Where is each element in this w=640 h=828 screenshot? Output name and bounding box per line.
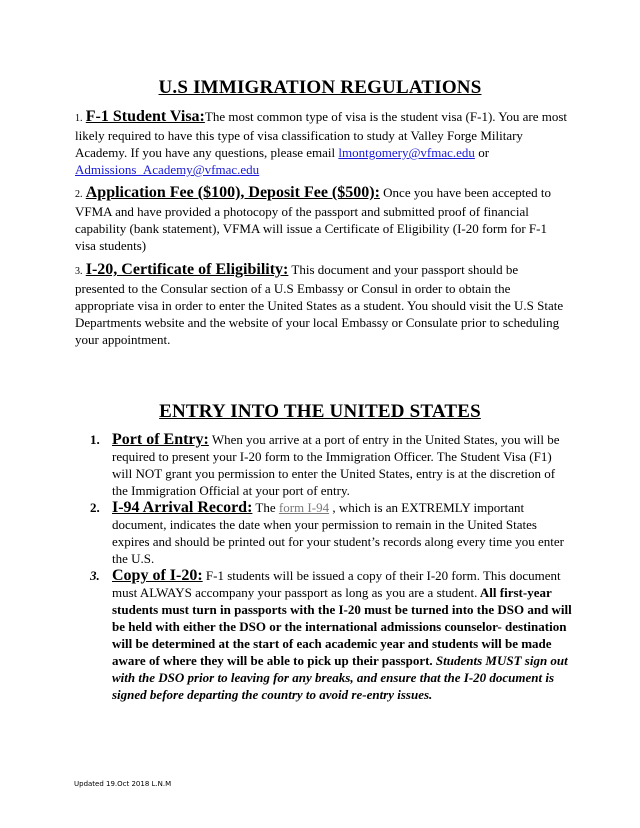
i20-eligibility-paragraph: 3. I-20, Certificate of Eligibility: This document and your passport should be presented to the Consular section of a U.S Embassy or Consul in order to obtain the appropriate visa in order to enter the United States as a student. You should visit the U.S State Departments website and the website of your local Embassy or Consulate prior to scheduling your appointment.: [75, 261, 564, 347]
application-fee-paragraph: 2. Application Fee ($100), Deposit Fee ($500): Once you have been accepted to VFMA and have provided a photocopy of the passport and submitted proof of financial capability (bank statement), VFMA will issue a Certificate of Eligibility (I-20 form for F-1 visa students): [75, 184, 552, 253]
email-link-montgomery[interactable]: lmontgomery@vfmac.edu: [338, 145, 475, 160]
port-of-entry-heading: Port of Entry:: [112, 431, 209, 448]
f1-visa-heading: F-1 Student Visa:: [85, 108, 205, 125]
form-i94-link[interactable]: form I-94: [278, 500, 330, 515]
copy-of-i20-heading: Copy of I-20:: [112, 567, 203, 584]
i20-eligibility-heading: I-20, Certificate of Eligibility:: [85, 261, 289, 278]
entry-list: [90, 431, 572, 703]
list-item: 3. Copy of I-20: F-1 students will be issued a copy of their I-20 form. This document must ALWAYS accompany your passport as long as you are a student. All first-year students must turn in passports with the I-20 must be turned into the DSO and will be held with either the DSO or the international admissions counselor- destination will be determined at the start of each academic year and students will be made aware of where they will be able to pick up their passport. Students MUST sign out with the DSO prior to leaving for any breaks, and ensure that the I-20 document is signed before departing the country to avoid re-entry issues.: [90, 567, 572, 702]
i94-heading: I-94 Arrival Record:: [112, 499, 253, 516]
application-fee-heading: Application Fee ($100), Deposit Fee ($500):: [85, 184, 380, 201]
immigration-regulations-title: U.S IMMIGRATION REGULATIONS: [158, 77, 482, 98]
f1-visa-paragraph: 1. F-1 Student Visa:The most common type of visa is the student visa (F-1). You are most likely required to have this type of visa classification to study at Valley Forge Military Academy. If you have any questions, please email lmontgomery@vfmac.edu or Admissions_Academy@vfmac.edu: [75, 108, 568, 177]
entry-into-us-title: ENTRY INTO THE UNITED STATES: [159, 401, 481, 422]
list-item: 1. Port of Entry: When you arrive at a port of entry in the United States, you will be required to present your I-20 form to the Immigration Officer. The Student Visa (F1) will NOT grant you permission to enter the United States, entry is at the discretion of the Immigration Official at your port of entry.: [90, 431, 560, 498]
email-link-admissions[interactable]: Admissions_Academy@vfmac.edu: [75, 162, 260, 177]
list-item: 2. I-94 Arrival Record: The form I-94 , which is an EXTREMLY important document, indicates the date when your permission to remain in the United States expires and should be printed out for your student’s records along every time you enter the U.S.: [90, 499, 564, 566]
footer-updated-note: Updated 19.Oct 2018 L.N.M: [74, 780, 172, 788]
